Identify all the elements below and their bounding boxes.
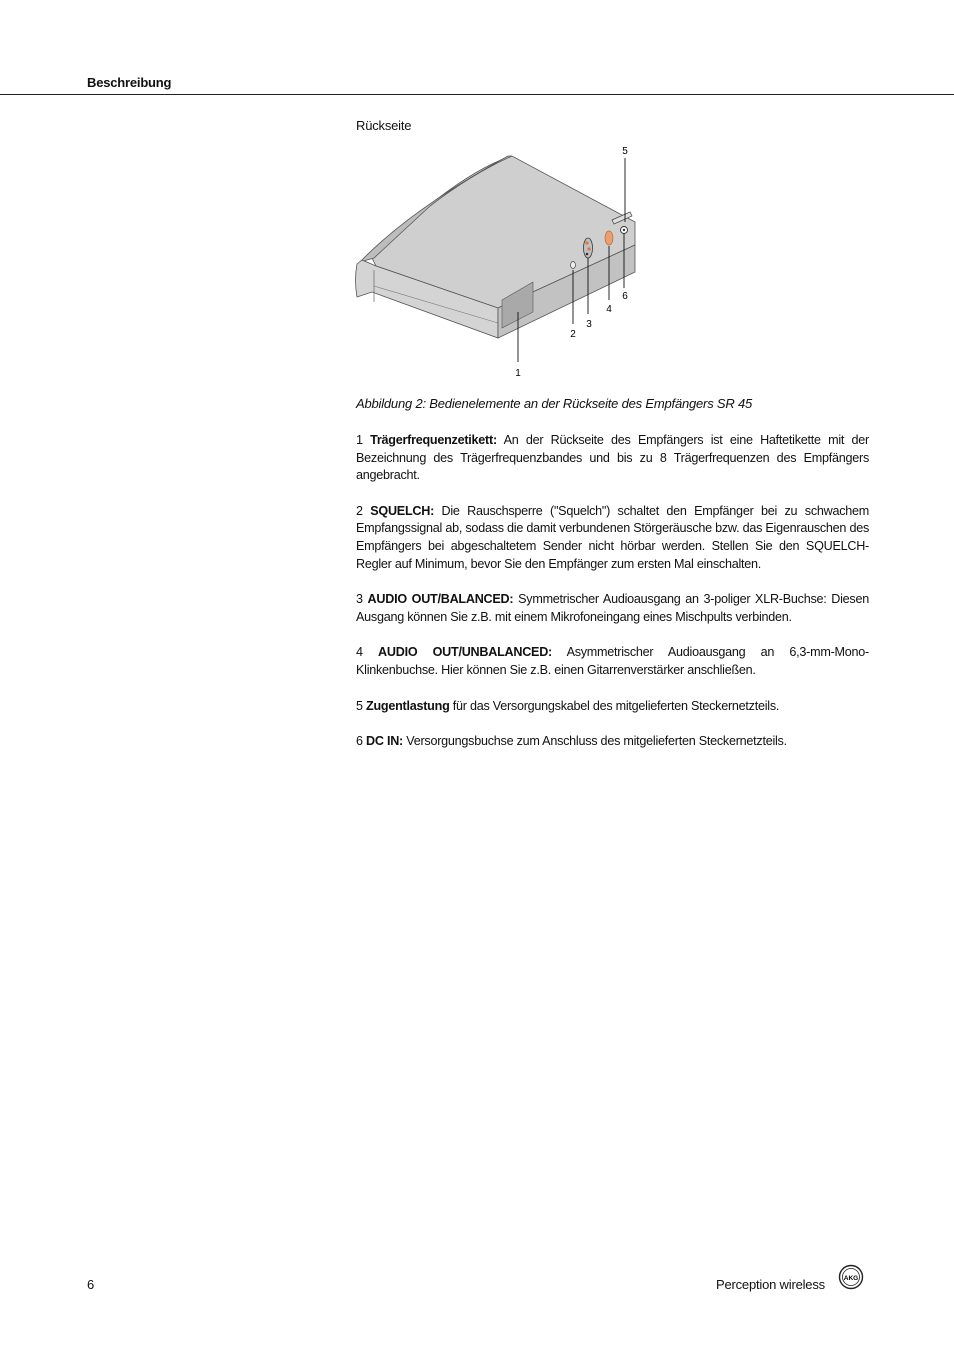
logo-text: AKG [843, 1275, 859, 1282]
figure-caption: Abbildung 2: Bedienelemente an der Rückseite des Empfängers SR 45 [356, 396, 753, 411]
item-text: An der Rückseite des Empfängers ist eine Haftetikette mit der Bezeichnung des Trägerfrequenzbandes und bis zu 8 Trägerfrequenzen des Empfängers angebracht. [356, 433, 869, 483]
item-number: 2 [356, 503, 363, 518]
list-item [356, 644, 869, 679]
item-number: 5 [356, 698, 363, 713]
callout-2: 2 [570, 329, 576, 340]
callout-5: 5 [622, 146, 628, 157]
item-term: AUDIO OUT/UNBALANCED: [378, 645, 552, 660]
item-term: SQUELCH: [370, 503, 435, 518]
list-item [356, 591, 869, 626]
control-descriptions [356, 432, 869, 769]
item-text: Versorgungsbuchse zum Anschluss des mitgelieferten Steckernetzteils. [406, 734, 787, 749]
section-header: Beschreibung [87, 75, 172, 90]
device-rear-figure [340, 140, 660, 385]
mono-jack [605, 231, 613, 245]
callout-1: 1 [515, 368, 521, 379]
item-number: 4 [356, 645, 363, 660]
list-item [356, 432, 869, 485]
device-illustration [340, 140, 660, 385]
item-number: 3 [356, 592, 363, 607]
item-term: DC IN: [366, 734, 403, 749]
squelch-trimmer [571, 262, 576, 269]
item-number: 6 [356, 734, 363, 749]
item-text: Die Rauschsperre ("Squelch") schaltet den Empfänger bei zu schwachem Empfangssignal ab, sodass die damit verbundenen Störgeräusche bzw. das Eigenrauschen des Empfängers bei abgeschaltetem Sender nicht hörbar werden. Stellen Sie den SQUELCH-Regler auf Minimum, bevor Sie den Empfänger zum ersten Mal einschalten. [356, 503, 870, 571]
list-item [356, 733, 869, 751]
list-item [356, 698, 869, 716]
callout-6: 6 [622, 291, 628, 302]
callout-3: 3 [586, 319, 592, 330]
subheading: Rückseite [356, 118, 412, 133]
item-text: für das Versorgungskabel des mitgelieferten Steckernetzteils. [452, 698, 780, 713]
akg-logo-icon [838, 1264, 864, 1290]
item-text: Asymmetrischer Audioausgang an 6,3-mm-Mono-Klinkenbuchse. Hier können Sie z.B. einen Gitarrenverstärker anschließen. [356, 645, 869, 677]
callout-4: 4 [606, 304, 612, 315]
item-term: Zugentlastung [366, 698, 450, 713]
list-item [356, 503, 869, 573]
item-term: Trägerfrequenzetikett: [370, 433, 497, 447]
page-number: 6 [87, 1277, 95, 1292]
header-rule [0, 94, 954, 95]
footer-title: Perception wireless [716, 1277, 825, 1292]
item-text: Symmetrischer Audioausgang an 3-poliger XLR-Buchse: Diesen Ausgang können Sie z.B. mit einem Mikrofoneingang eines Mischpults verbinden. [356, 592, 869, 624]
item-number: 1 [356, 433, 363, 447]
item-term: AUDIO OUT/BALANCED: [367, 592, 514, 607]
